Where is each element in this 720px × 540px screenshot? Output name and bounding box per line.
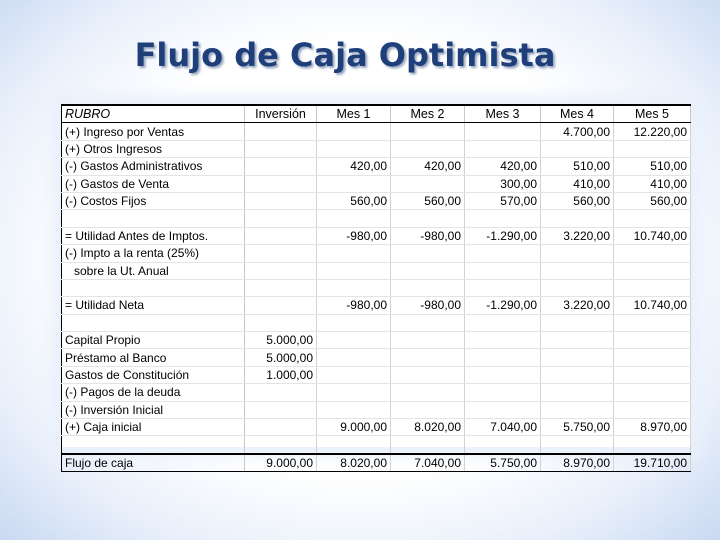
table-row: [62, 314, 691, 331]
table-row: [62, 401, 691, 418]
table-cell: 19.710,00: [614, 454, 691, 472]
table-cell: [614, 210, 691, 227]
column-header: Mes 5: [614, 105, 691, 123]
table-cell: [465, 210, 541, 227]
table-cell: 12.220,00: [614, 123, 691, 140]
table-cell: [245, 297, 317, 314]
table-cell: 5.000,00: [245, 332, 317, 349]
table-cell: [391, 123, 465, 140]
table-cell: [317, 279, 391, 296]
table-cell: 9.000,00: [245, 454, 317, 472]
table-cell: [317, 175, 391, 192]
table-cell: [541, 401, 614, 418]
table-cell: 300,00: [465, 175, 541, 192]
table-cell: -980,00: [317, 297, 391, 314]
table-cell: [245, 401, 317, 418]
table-row: [62, 384, 691, 401]
table-cell: [391, 401, 465, 418]
column-header: Mes 1: [317, 105, 391, 123]
table-row: [62, 262, 691, 279]
table-cell: [245, 227, 317, 244]
table-cell: [614, 366, 691, 383]
table-cell: 510,00: [541, 158, 614, 175]
table-cell: -1.290,00: [465, 227, 541, 244]
table-cell: [317, 349, 391, 366]
table-cell: [391, 349, 465, 366]
row-label: Préstamo al Banco: [62, 349, 245, 366]
table-cell: [541, 245, 614, 262]
table-cell: [614, 384, 691, 401]
table-row: [62, 227, 691, 244]
table-cell: -980,00: [317, 227, 391, 244]
slide-title: Flujo de Caja Optimista: [134, 36, 556, 74]
table-cell: 7.040,00: [391, 454, 465, 472]
table-row: [62, 419, 691, 436]
table-cell: 10.740,00: [614, 297, 691, 314]
table-row: [62, 245, 691, 262]
table-cell: 9.000,00: [317, 419, 391, 436]
table-cell: [391, 332, 465, 349]
table-cell: [541, 436, 614, 454]
row-label: [62, 314, 245, 331]
table-cell: [391, 436, 465, 454]
table-cell: [541, 332, 614, 349]
table-cell: [465, 140, 541, 157]
table-cell: [317, 436, 391, 454]
table-row: [62, 436, 691, 454]
table-row: [62, 158, 691, 175]
table-cell: 410,00: [541, 175, 614, 192]
table-cell: 560,00: [541, 192, 614, 209]
row-label: = Utilidad Antes de Imptos.: [62, 227, 245, 244]
row-label: Capital Propio: [62, 332, 245, 349]
table-row: [62, 279, 691, 296]
row-label: Gastos de Constitución: [62, 366, 245, 383]
row-label: (+) Caja inicial: [62, 419, 245, 436]
table-cell: 410,00: [614, 175, 691, 192]
table-row: [62, 366, 691, 383]
table-cell: [541, 314, 614, 331]
table-cell: 8.970,00: [541, 454, 614, 472]
row-label: (-) Impto a la renta (25%): [62, 245, 245, 262]
header-row: [62, 105, 691, 123]
table-cell: 5.000,00: [245, 349, 317, 366]
table-cell: [317, 366, 391, 383]
column-header: Inversión: [245, 105, 317, 123]
table-cell: [391, 279, 465, 296]
table-cell: 560,00: [317, 192, 391, 209]
table-row: [62, 192, 691, 209]
table-cell: [465, 279, 541, 296]
table-cell: [465, 401, 541, 418]
row-label: = Utilidad Neta: [62, 297, 245, 314]
table-cell: [465, 245, 541, 262]
table-cell: 8.020,00: [317, 454, 391, 472]
table-cell: 4.700,00: [541, 123, 614, 140]
row-label: (-) Inversión Inicial: [62, 401, 245, 418]
table-cell: [614, 401, 691, 418]
table-cell: [245, 436, 317, 454]
table-row: [62, 332, 691, 349]
row-label: Flujo de caja: [62, 454, 245, 472]
table-cell: [465, 314, 541, 331]
table-cell: [317, 314, 391, 331]
table-cell: [614, 262, 691, 279]
table-cell: 560,00: [614, 192, 691, 209]
table-cell: [391, 262, 465, 279]
table-cell: 570,00: [465, 192, 541, 209]
table-cell: [614, 314, 691, 331]
table-cell: [391, 175, 465, 192]
column-header: RUBRO: [62, 105, 245, 123]
table-cell: 420,00: [391, 158, 465, 175]
table-cell: [245, 192, 317, 209]
table-cell: [317, 140, 391, 157]
table-cell: 420,00: [317, 158, 391, 175]
table-cell: [614, 140, 691, 157]
row-label: [62, 210, 245, 227]
table-cell: [465, 384, 541, 401]
table-cell: [245, 123, 317, 140]
table-row: [62, 297, 691, 314]
table-cell: [245, 245, 317, 262]
table-cell: [391, 366, 465, 383]
table-row: [62, 123, 691, 140]
table-cell: [465, 366, 541, 383]
table-row: [62, 140, 691, 157]
table-cell: [465, 436, 541, 454]
table-cell: [245, 158, 317, 175]
table-cell: [541, 279, 614, 296]
table-cell: [245, 210, 317, 227]
table-cell: 5.750,00: [541, 419, 614, 436]
table-cell: 420,00: [465, 158, 541, 175]
table-cell: [245, 175, 317, 192]
table-cell: 10.740,00: [614, 227, 691, 244]
table-cell: [614, 349, 691, 366]
table-cell: [245, 262, 317, 279]
row-label: [62, 279, 245, 296]
row-label: (-) Pagos de la deuda: [62, 384, 245, 401]
row-label: (-) Gastos de Venta: [62, 175, 245, 192]
table-cell: 3.220,00: [541, 297, 614, 314]
table-cell: [541, 366, 614, 383]
table-cell: [317, 401, 391, 418]
column-header: Mes 3: [465, 105, 541, 123]
table-cell: -1.290,00: [465, 297, 541, 314]
table-cell: 560,00: [391, 192, 465, 209]
table-row: [62, 175, 691, 192]
column-header: Mes 2: [391, 105, 465, 123]
table-row: [62, 454, 691, 472]
row-label: (-) Costos Fijos: [62, 192, 245, 209]
table-cell: [614, 245, 691, 262]
table-cell: [391, 140, 465, 157]
cash-flow-sheet: [61, 104, 690, 470]
table-cell: [317, 332, 391, 349]
table-cell: [245, 140, 317, 157]
table-cell: [391, 245, 465, 262]
row-label: [62, 436, 245, 454]
table-cell: [465, 349, 541, 366]
table-cell: [391, 384, 465, 401]
table-cell: 7.040,00: [465, 419, 541, 436]
table-cell: [614, 332, 691, 349]
table-cell: [317, 210, 391, 227]
table-cell: 5.750,00: [465, 454, 541, 472]
table-cell: [245, 314, 317, 331]
table-cell: [245, 419, 317, 436]
table-cell: [614, 279, 691, 296]
table-cell: [317, 384, 391, 401]
table-cell: [465, 332, 541, 349]
table-cell: 3.220,00: [541, 227, 614, 244]
table-body: [62, 123, 691, 472]
table-cell: [541, 210, 614, 227]
row-label: sobre la Ut. Anual: [62, 262, 245, 279]
table-cell: 8.020,00: [391, 419, 465, 436]
column-header: Mes 4: [541, 105, 614, 123]
table-cell: -980,00: [391, 227, 465, 244]
table-cell: [465, 123, 541, 140]
table-cell: [245, 279, 317, 296]
table-cell: 1.000,00: [245, 366, 317, 383]
table-cell: [541, 384, 614, 401]
table-cell: [541, 140, 614, 157]
table-cell: [465, 262, 541, 279]
table-cell: [391, 314, 465, 331]
table-cell: 510,00: [614, 158, 691, 175]
table-cell: 8.970,00: [614, 419, 691, 436]
table-cell: [317, 123, 391, 140]
table-cell: [541, 349, 614, 366]
table-row: [62, 210, 691, 227]
cash-flow-table: [61, 104, 691, 472]
table-cell: [614, 436, 691, 454]
table-cell: [391, 210, 465, 227]
table-cell: -980,00: [391, 297, 465, 314]
row-label: (+) Ingreso por Ventas: [62, 123, 245, 140]
table-cell: [245, 384, 317, 401]
table-cell: [317, 245, 391, 262]
table-cell: [317, 262, 391, 279]
row-label: (-) Gastos Administrativos: [62, 158, 245, 175]
row-label: (+) Otros Ingresos: [62, 140, 245, 157]
table-row: [62, 349, 691, 366]
table-cell: [541, 262, 614, 279]
